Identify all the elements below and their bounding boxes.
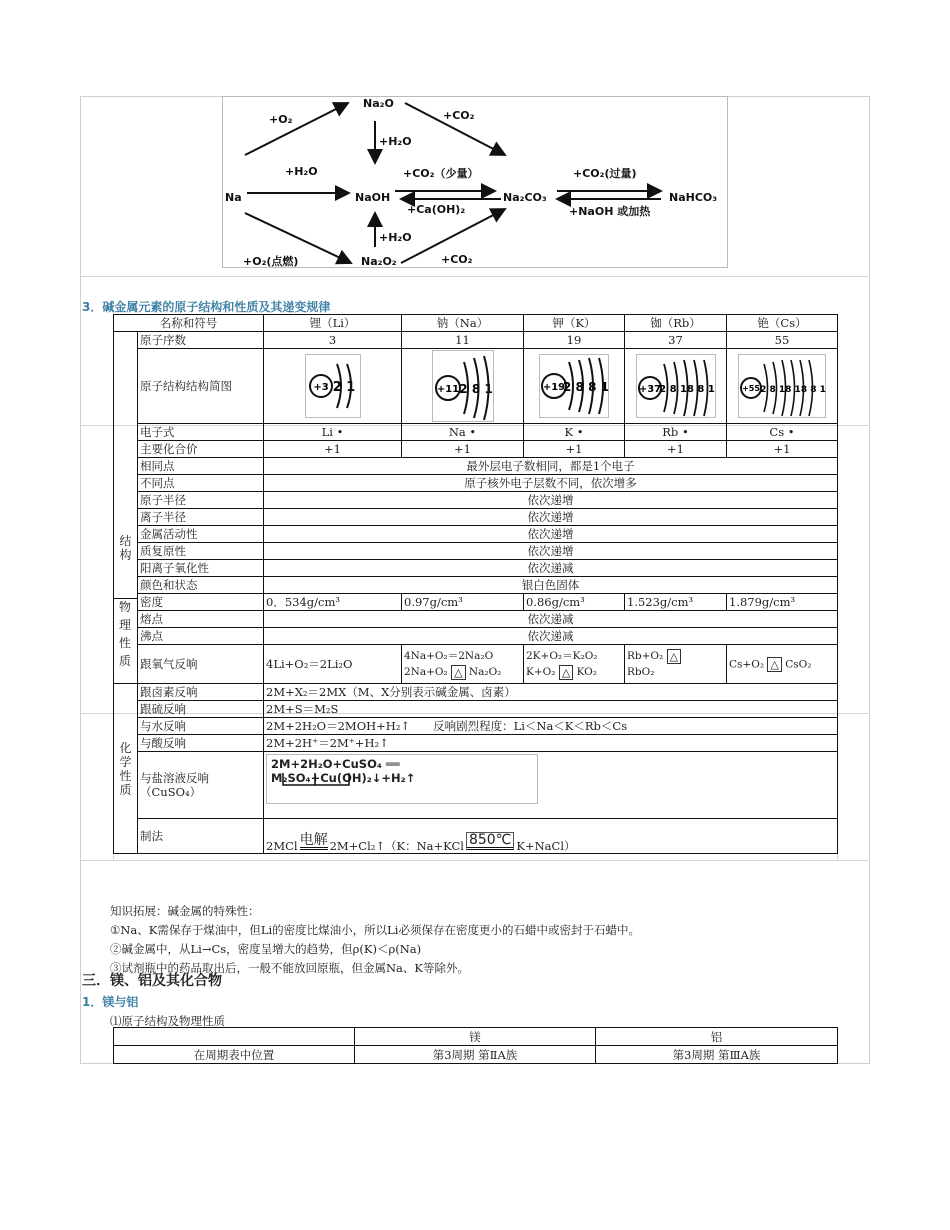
group-physical — [114, 598, 136, 672]
label-valence: 主要化合价 — [138, 441, 264, 458]
oxygen-cs-product: CsO₂ — [785, 658, 812, 670]
label-common: 相同点 — [138, 458, 264, 475]
atomic-number-rb: 37 — [625, 332, 727, 349]
density-na: 0.97g/cm³ — [402, 594, 524, 611]
oxygen-rb — [625, 645, 727, 684]
atomic-number-k: 19 — [524, 332, 625, 349]
header-k: 钾（K） — [524, 315, 625, 332]
prep-part3: K+NaCl） — [516, 839, 576, 853]
valence-rb: +1 — [625, 441, 727, 458]
atom-structure-cs — [738, 354, 826, 418]
atom-shells-na: 2 8 1 — [458, 382, 493, 396]
label-sulfur: 跟硫反响 — [138, 701, 264, 718]
label-prep: 制法 — [138, 819, 264, 854]
density-rb: 1.523g/cm³ — [625, 594, 727, 611]
prep-value — [264, 819, 838, 854]
notes-title: 知识拓展：碱金属的特殊性： — [110, 904, 260, 918]
oxygen-k-reactant: K+O₂ — [526, 666, 556, 678]
atom-diagram-li — [264, 349, 402, 424]
table-row — [114, 611, 838, 628]
atom-structure-na — [432, 350, 494, 422]
atom-structure-li — [305, 354, 361, 418]
table-row — [114, 424, 838, 441]
salt-equation-box — [266, 754, 538, 804]
oxygen-k — [524, 645, 625, 684]
table-row — [114, 1046, 838, 1064]
label-salt: 与盐溶液反响（CuSO₄） — [138, 752, 264, 819]
divider — [113, 598, 137, 599]
node-na2o: Na₂O — [363, 97, 394, 110]
label-co2-bottom: +CO₂ — [441, 253, 473, 266]
header-li: 锂（Li） — [264, 315, 402, 332]
valence-li: +1 — [264, 441, 402, 458]
label-cation-oxidizing: 阳离子氧化性 — [138, 560, 264, 577]
table-row — [114, 577, 838, 594]
reducibility-value: 依次递增 — [264, 543, 838, 560]
electron-formula-cs: Cs • — [727, 424, 838, 441]
table-row — [114, 701, 838, 718]
table-row — [114, 441, 838, 458]
melting-point-value: 依次递减 — [264, 611, 838, 628]
label-reducibility: 质复原性 — [138, 543, 264, 560]
label-boiling-point: 沸点 — [138, 628, 264, 645]
atom-structure-rb — [636, 354, 716, 418]
oxygen-cs — [727, 645, 838, 684]
atom-shells-rb: 2 8 18 8 1 — [658, 384, 715, 395]
table-row — [114, 752, 838, 819]
heat-icon: △ — [559, 665, 573, 680]
header-blank — [114, 1028, 355, 1046]
alkali-metal-table — [113, 314, 838, 854]
atom-shells-k: 2 8 8 1 — [563, 380, 609, 394]
label-oxygen: 跟氧气反响 — [138, 645, 264, 684]
atomic-number-cs: 55 — [727, 332, 838, 349]
prep-part1: 2MCl — [266, 839, 298, 853]
electron-formula-rb: Rb • — [625, 424, 727, 441]
label-co2-little: +CO₂（少量） — [403, 167, 479, 180]
valence-na: +1 — [402, 441, 524, 458]
table-row — [114, 492, 838, 509]
node-naoh: NaOH — [355, 191, 391, 204]
atom-diagram-rb — [625, 349, 727, 424]
group-chemical — [114, 684, 138, 854]
oxygen-li: 4Li+O₂＝2Li₂O — [264, 645, 402, 684]
label-electron-formula: 电子式 — [138, 424, 264, 441]
group-physical-label: 物理性质 — [118, 600, 131, 668]
salt-value — [264, 752, 838, 819]
reaction-arrows — [223, 97, 729, 269]
group-chemical-label: 化学性质 — [119, 740, 132, 797]
atom-shells-li: 2 1 — [332, 380, 355, 395]
label-h2o-down: +H₂O — [379, 135, 412, 148]
halogen-value: 2M+X₂＝2MX（M、X分别表示碱金属、卤素） — [264, 684, 838, 701]
atom-shells-cs: 2 8 18 18 8 1 — [760, 385, 826, 395]
header-name-symbol: 名称和符号 — [114, 315, 264, 332]
valence-k: +1 — [524, 441, 625, 458]
table-row — [114, 526, 838, 543]
density-li: 0．534g/cm³ — [264, 594, 402, 611]
label-o2: +O₂ — [269, 113, 293, 126]
density-k: 0.86g/cm³ — [524, 594, 625, 611]
table-row — [114, 315, 838, 332]
label-h2o-up: +H₂O — [379, 231, 412, 244]
oxygen-rb-line1 — [627, 648, 724, 664]
node-na: Na — [225, 191, 242, 204]
temperature-icon: 850℃ — [466, 832, 514, 850]
difference-value: 原子核外电子层数不同，依次增多 — [264, 475, 838, 492]
label-acid: 与酸反响 — [138, 735, 264, 752]
label-water: 与水反响 — [138, 718, 264, 735]
table-row — [114, 560, 838, 577]
label-halogen: 跟卤素反响 — [138, 684, 264, 701]
section-heading-mg-al: 三．镁、铝及其化合物 — [82, 973, 222, 989]
table-row — [114, 509, 838, 526]
table-row — [114, 332, 838, 349]
table-row — [114, 1028, 838, 1046]
sulfur-value: 2M+S＝M₂S — [264, 701, 838, 718]
atom-nucleus-cs: +55 — [742, 384, 760, 393]
header-cs: 铯（Cs） — [727, 315, 838, 332]
table-row — [114, 543, 838, 560]
cation-oxidizing-value: 依次递减 — [264, 560, 838, 577]
oxygen-rb-reactant: Rb+O₂ — [627, 650, 664, 662]
sodium-reaction-diagram — [222, 96, 728, 268]
label-co2-excess: +CO₂(过量) — [573, 167, 637, 180]
label-atomic-radius: 原子半径 — [138, 492, 264, 509]
valence-cs: +1 — [727, 441, 838, 458]
label-co2-top: +CO₂ — [443, 109, 475, 122]
oxygen-na-line1: 4Na+O₂＝2Na₂O — [404, 650, 494, 662]
atom-diagram-na — [402, 349, 524, 424]
note-item: ②碱金属中，从Li→Cs，密度呈增大的趋势，但ρ(K)＜ρ(Na) — [110, 942, 422, 956]
divider — [80, 860, 870, 861]
metal-activity-value: 依次递增 — [264, 526, 838, 543]
label-melting-point: 熔点 — [138, 611, 264, 628]
oxygen-na-reactant: 2Na+O₂ — [404, 666, 448, 678]
label-h2o-left: +H₂O — [285, 165, 318, 178]
atomic-number-li: 3 — [264, 332, 402, 349]
label-atomic-number: 原子序数 — [138, 332, 264, 349]
acid-value: 2M+2H⁺＝2M⁺+H₂↑ — [264, 735, 838, 752]
atom-nucleus-na: +11 — [436, 384, 459, 395]
electrolysis-icon: 电解 — [299, 832, 328, 848]
header-mg: 镁 — [355, 1028, 596, 1046]
atom-nucleus-k: +19 — [542, 382, 566, 393]
color-state-value: 银白色固体 — [264, 577, 838, 594]
electron-formula-na: Na • — [402, 424, 524, 441]
salt-equation: 2M+2H₂O+CuSO₄ ══ M₂SO₄+Cu(OH)₂↓+H₂↑ — [271, 757, 416, 785]
oxygen-k-line1: 2K+O₂＝K₂O₂ — [526, 650, 598, 662]
mg-al-table — [113, 1027, 838, 1064]
header-al: 铝 — [596, 1028, 838, 1046]
oxygen-k-line2 — [526, 664, 622, 680]
oxygen-cs-reactant: Cs+O₂ — [729, 658, 765, 670]
table-row — [114, 475, 838, 492]
boiling-point-value: 依次递减 — [264, 628, 838, 645]
oxygen-rb-line2: RbO₂ — [627, 666, 655, 678]
bracket-icon — [281, 773, 361, 789]
al-position: 第3周期 第ⅢA族 — [596, 1046, 838, 1064]
section-title-alkali: 3．碱金属元素的原子结构和性质及其递变规律 — [82, 300, 331, 314]
prep-part2: 2M+Cl₂↑（K：Na+KCl — [329, 839, 464, 853]
node-na2o2: Na₂O₂ — [361, 255, 397, 268]
subsection-title: ⑴原子结构及物理性质 — [110, 1014, 225, 1028]
heat-icon: △ — [667, 649, 681, 664]
node-na2co3: Na₂CO₃ — [503, 191, 547, 204]
table-row — [114, 684, 838, 701]
water-value: 2M+2H₂O＝2MOH+H₂↑ 反响剧烈程度：Li＜Na＜K＜Rb＜Cs — [264, 718, 838, 735]
header-rb: 铷（Rb） — [625, 315, 727, 332]
table-row — [114, 645, 838, 684]
label-color-state: 颜色和状态 — [138, 577, 264, 594]
electron-formula-k: K • — [524, 424, 625, 441]
knowledge-notes — [110, 902, 640, 978]
atom-diagram-cs — [727, 349, 838, 424]
label-metal-activity: 金属活动性 — [138, 526, 264, 543]
table-row — [114, 594, 838, 611]
table-row — [114, 349, 838, 424]
atom-nucleus-rb: +37 — [638, 384, 661, 395]
table-row — [114, 458, 838, 475]
table-row — [114, 628, 838, 645]
atom-diagram-k — [524, 349, 625, 424]
atomic-number-na: 11 — [402, 332, 524, 349]
atomic-radius-value: 依次递增 — [264, 492, 838, 509]
atom-nucleus-li: +3 — [312, 382, 329, 393]
electron-formula-li: Li • — [264, 424, 402, 441]
label-density: 密度 — [138, 594, 264, 611]
label-o2-ignite: +O₂(点燃) — [243, 255, 299, 268]
label-period-position: 在周期表中位置 — [114, 1046, 355, 1064]
label-ionic-radius: 离子半径 — [138, 509, 264, 526]
atom-structure-k — [539, 354, 609, 418]
common-value: 最外层电子数相同，都是1个电子 — [264, 458, 838, 475]
node-nahco3: NaHCO₃ — [669, 191, 718, 204]
divider — [80, 276, 870, 277]
density-cs: 1.879g/cm³ — [727, 594, 838, 611]
oxygen-na-product: Na₂O₂ — [468, 666, 502, 678]
note-item: ③试剂瓶中的药品取出后，一般不能放回原瓶，但金属Na、K等除外。 — [110, 961, 470, 975]
label-difference: 不同点 — [138, 475, 264, 492]
heat-icon: △ — [451, 665, 465, 680]
table-row — [114, 819, 838, 854]
header-na: 钠（Na） — [402, 315, 524, 332]
table-row — [114, 735, 838, 752]
label-atom-diagram: 原子结构结构简图 — [138, 349, 264, 424]
group-structure-label: 结构 — [119, 533, 132, 562]
sub-heading-mg-al: 1．镁与铝 — [82, 995, 139, 1009]
oxygen-na — [402, 645, 524, 684]
note-item: ①Na、K需保存于煤油中，但Li的密度比煤油小，所以Li必须保存在密度更小的石蜡中或密封于石蜡中。 — [110, 923, 640, 937]
label-caoh2: +Ca(OH)₂ — [407, 203, 466, 216]
label-naoh-heat: +NaOH 或加热 — [569, 205, 651, 218]
oxygen-na-line2 — [404, 664, 521, 680]
table-row — [114, 718, 838, 735]
heat-icon: △ — [767, 657, 781, 672]
ionic-radius-value: 依次递增 — [264, 509, 838, 526]
oxygen-k-product: KO₂ — [576, 666, 598, 678]
mg-position: 第3周期 第ⅡA族 — [355, 1046, 596, 1064]
